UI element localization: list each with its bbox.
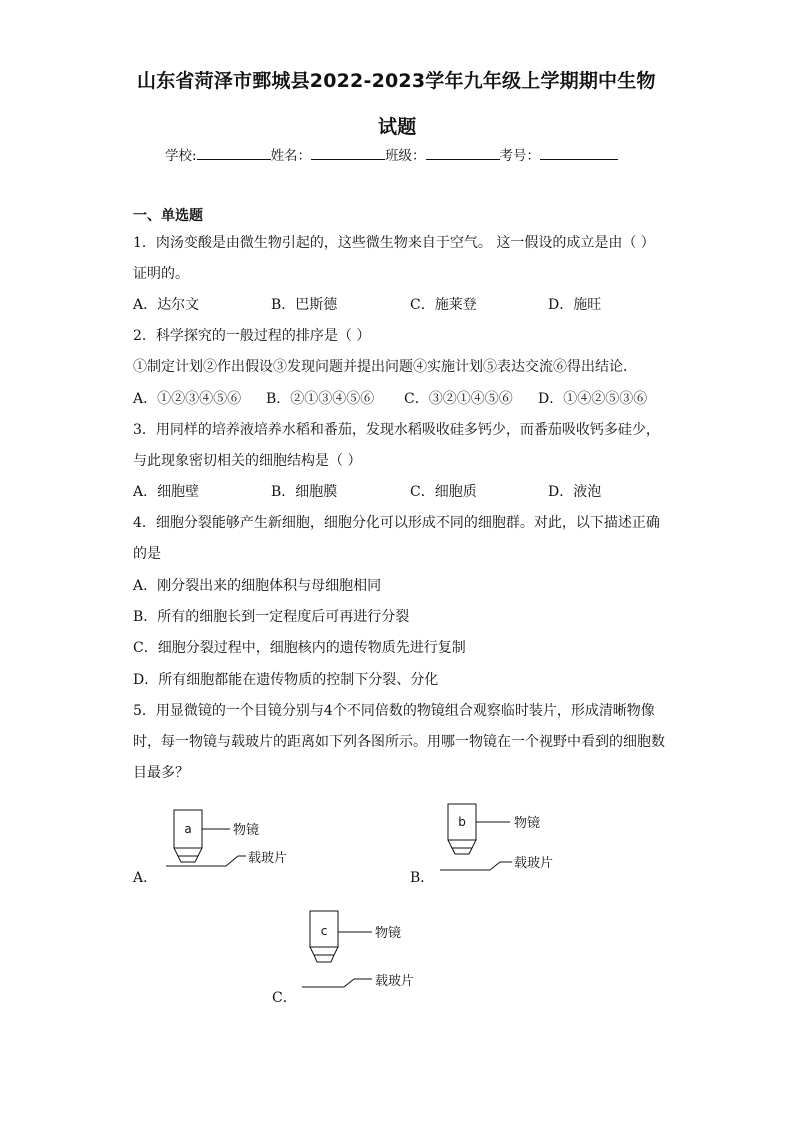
q4-option-c[interactable]: C．细胞分裂过程中，细胞核内的遗传物质先进行复制 — [133, 640, 466, 656]
q2-option-c[interactable]: C．③②①④⑤⑥ — [404, 391, 513, 407]
q5-option-a[interactable]: A． — [133, 870, 158, 886]
objective-lens-diagram-b — [410, 800, 590, 890]
objective-tip-lower — [178, 856, 198, 862]
slide-label: 载玻片 — [375, 974, 415, 989]
q3-stem-line2: 与此现象密切相关的细胞结构是（ ） — [133, 453, 362, 469]
q4-stem-line2: 的是 — [133, 546, 161, 562]
q1-option-a[interactable]: A．达尔文 — [133, 297, 200, 313]
q2-stem-line1: 2．科学探究的一般过程的排序是（ ） — [133, 328, 371, 344]
q3-option-d[interactable]: D．液泡 — [548, 484, 602, 500]
q3-option-a[interactable]: A．细胞壁 — [133, 484, 200, 500]
slide-pointer-diag — [226, 856, 238, 866]
q5-option-c[interactable]: C． — [272, 990, 297, 1006]
q1-option-d[interactable]: D．施旺 — [548, 297, 602, 313]
id-label: 考号： — [499, 148, 541, 164]
q3-option-c[interactable]: C．细胞质 — [410, 484, 477, 500]
q1-stem-line1: 1．肉汤变酸是由微生物引起的，这些微生物来自于空气。 这一假设的成立是由（ ） — [133, 235, 655, 251]
q4-option-b[interactable]: B．所有的细胞长到一定程度后可再进行分裂 — [133, 609, 410, 625]
q2-option-a[interactable]: A．①②③④⑤⑥ — [133, 391, 242, 407]
class-label: 班级： — [385, 148, 426, 164]
q5-stem-line2: 时，每一物镜与载玻片的距离如下列各图所示。用哪一物镜在一个视野中看到的细胞数 — [133, 734, 665, 750]
slide-pointer-diag — [344, 979, 354, 987]
school-label: 学校: — [165, 148, 197, 164]
objective-tip-upper — [448, 840, 476, 848]
q5-figure-b[interactable] — [410, 800, 590, 890]
q1-option-c[interactable]: C．施莱登 — [410, 297, 477, 313]
q4-option-a[interactable]: A．刚分裂出来的细胞体积与母细胞相同 — [133, 578, 382, 594]
slide-label: 载玻片 — [248, 851, 288, 866]
objective-tip-lower — [452, 848, 472, 854]
class-blank[interactable] — [426, 145, 500, 160]
lens-letter: a — [184, 822, 192, 836]
id-blank[interactable] — [540, 145, 618, 160]
name-blank[interactable] — [311, 145, 385, 160]
q3-stem-line1: 3．用同样的培养液培养水稻和番茄，发现水稻吸收硅多钙少，而番茄吸收钙多硅少， — [133, 422, 660, 438]
lens-letter: b — [458, 815, 466, 829]
q5-stem-line1: 5．用显微镜的一个目镜分别与4个不同倍数的物镜组合观察临时装片，形成清晰物像 — [133, 703, 655, 719]
q1-option-b[interactable]: B．巴斯德 — [271, 297, 338, 313]
school-blank[interactable] — [197, 145, 271, 160]
section-title: 一、单选题 — [133, 208, 203, 224]
lens-label: 物镜 — [375, 926, 402, 941]
objective-lens-diagram-c — [270, 905, 450, 1000]
q2-option-d[interactable]: D．①④②⑤③⑥ — [538, 391, 648, 407]
slide-label: 载玻片 — [514, 856, 554, 871]
q5-option-b[interactable]: B． — [410, 870, 435, 886]
q5-figure-c[interactable] — [270, 905, 450, 1000]
q4-option-d[interactable]: D．所有细胞都能在遗传物质的控制下分裂、分化 — [133, 672, 439, 688]
objective-tip-lower — [314, 955, 334, 962]
student-info-row — [165, 144, 618, 164]
objective-tip-upper — [174, 848, 202, 856]
q2-stem-line2: ①制定计划②作出假设③发现问题并提出问题④实施计划⑤表达交流⑥得出结论． — [133, 359, 637, 375]
page-title-line1: 山东省菏泽市鄄城县2022-2023学年九年级上学期期中生物 — [137, 70, 656, 92]
lens-label: 物镜 — [233, 823, 260, 838]
lens-label: 物镜 — [514, 816, 541, 831]
q1-stem-line2: 证明的。 — [133, 266, 189, 282]
lens-letter: c — [320, 924, 328, 938]
q3-option-b[interactable]: B．细胞膜 — [271, 484, 338, 500]
q5-stem-line3: 目最多？ — [133, 765, 189, 781]
page-title-line2: 试题 — [378, 116, 417, 138]
q2-option-b[interactable]: B．②①③④⑤⑥ — [266, 391, 375, 407]
q4-stem-line1: 4．细胞分裂能够产生新细胞，细胞分化可以形成不同的细胞群。对此，以下描述正确 — [133, 515, 660, 531]
slide-pointer-diag — [490, 862, 500, 870]
objective-tip-upper — [310, 947, 338, 955]
name-label: 姓名： — [270, 148, 312, 164]
